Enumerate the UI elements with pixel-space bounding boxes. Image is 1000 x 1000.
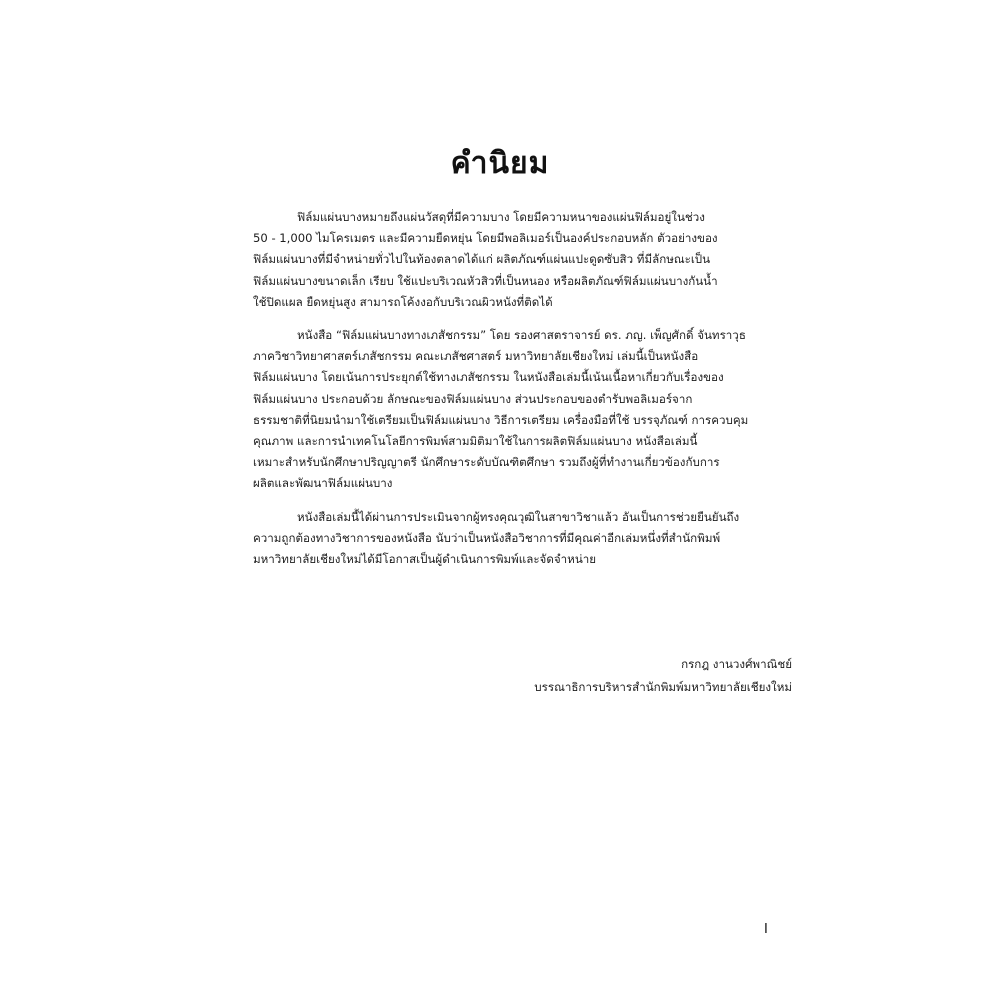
signature-block [500, 653, 792, 699]
paragraph-line: 50 - 1,000 ไมโครเมตร และมีความยืดหยุ่น โดยมีพอลิเมอร์เป็นองค์ประกอบหลัก ตัวอย่างของ [253, 231, 718, 246]
paragraph-line: ฟิล์มแผ่นบางขนาดเล็ก เรียบ ใช้แปะบริเวณหัวสิวที่เป็นหนอง หรือผลิตภัณฑ์ฟิล์มแผ่นบางกันน้ำ [253, 273, 718, 288]
page-title: คำนิยม [450, 146, 550, 181]
paragraph-line: ฟิล์มแผ่นบาง โดยเน้นการประยุกต์ใช้ทางเภสัชกรรม ในหนังสือเล่มนี้เน้นเนื้อหาเกี่ยวกับเรื่องของ [253, 370, 724, 385]
paragraph-line: คุณภาพ และการนำเทคโนโลยีการพิมพ์สามมิติมาใช้ในการผลิตฟิล์มแผ่นบาง หนังสือเล่มนี้ [253, 434, 698, 449]
paragraph-line: ฟิล์มแผ่นบาง ประกอบด้วย ลักษณะของฟิล์มแผ่นบาง ส่วนประกอบของตำรับพอลิเมอร์จาก [253, 391, 693, 406]
paragraph-line: ธรรมชาติที่นิยมนำมาใช้เตรียมเป็นฟิล์มแผ่นบาง วิธีการเตรียม เครื่องมือที่ใช้ บรรจุภัณฑ์ การควบคุม [253, 412, 749, 427]
paragraph-line: มหาวิทยาลัยเชียงใหม่ได้มีโอกาสเป็นผู้ดำเนินการพิมพ์และจัดจำหน่าย [253, 552, 597, 567]
paragraph-line: ผลิตและพัฒนาฟิล์มแผ่นบาง [253, 476, 393, 491]
paragraph-line: ใช้ปิดแผล ยืดหยุ่นสูง สามารถโค้งงอกับบริเวณผิวหนังที่ติดได้ [253, 294, 553, 309]
paragraph-line: ฟิล์มแผ่นบางที่มีจำหน่ายทั่วไปในท้องตลาดได้แก่ ผลิตภัณฑ์แผ่นแปะดูดซับสิว ที่มีลักษณะเป็น [253, 252, 711, 267]
paragraph-2 [253, 325, 793, 495]
paragraph-3 [253, 507, 793, 571]
paragraph-line: เหมาะสำหรับนักศึกษาปริญญาตรี นักศึกษาระดับบัณฑิตศึกษา รวมถึงผู้ที่ทำงานเกี่ยวข้องกับการ [253, 455, 720, 470]
signature-name: กรกฎ งานวงศ์พาณิชย์ [681, 657, 792, 671]
paragraph-1 [253, 207, 793, 313]
body-text [253, 207, 793, 582]
page-number: I [764, 922, 768, 937]
paragraph-line: หนังสือเล่มนี้ได้ผ่านการประเมินจากผู้ทรงคุณวุฒิในสาขาวิชาแล้ว อันเป็นการช่วยยืนยันถึง [297, 509, 740, 524]
paragraph-line: ความถูกต้องทางวิชาการของหนังสือ นับว่าเป็นหนังสือวิชาการที่มีคุณค่าอีกเล่มหนึ่งที่สำนักพิมพ์ [253, 530, 721, 545]
paragraph-line: หนังสือ “ฟิล์มแผ่นบางทางเภสัชกรรม” โดย รองศาสตราจารย์ ดร. ภญ. เพ็ญศักดิ์ จันทราวุธ [297, 328, 746, 343]
signature-position: บรรณาธิการบริหารสำนักพิมพ์มหาวิทยาลัยเชียงใหม่ [534, 680, 792, 694]
paragraph-line: ฟิล์มแผ่นบางหมายถึงแผ่นวัสดุที่มีความบาง โดยมีความหนาของแผ่นฟิล์มอยู่ในช่วง [297, 210, 705, 224]
paragraph-line: ภาควิชาวิทยาศาสตร์เภสัชกรรม คณะเภสัชศาสตร์ มหาวิทยาลัยเชียงใหม่ เล่มนี้เป็นหนังสือ [253, 349, 699, 364]
